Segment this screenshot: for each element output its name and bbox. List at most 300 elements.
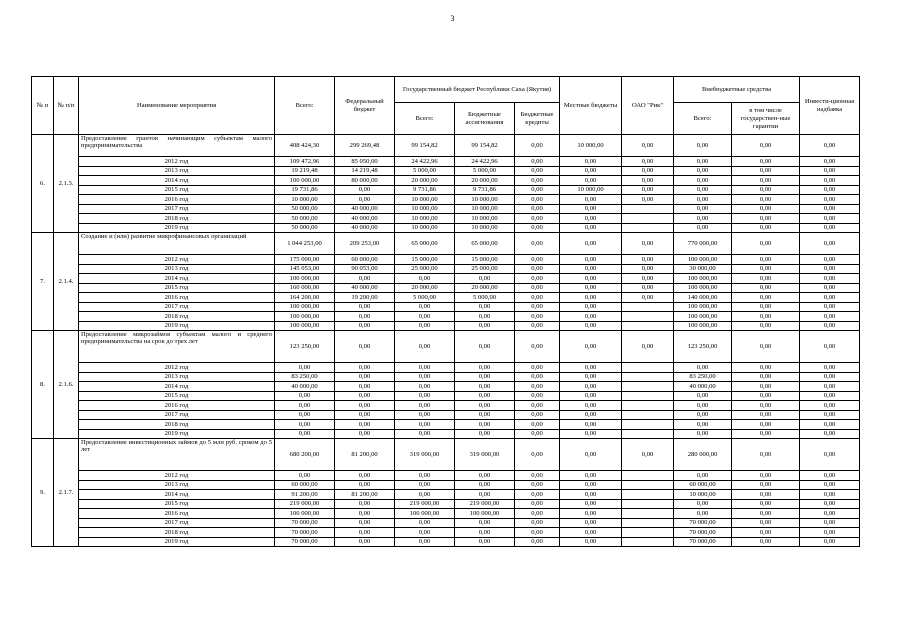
year-value: 0,00 bbox=[732, 480, 800, 490]
section-value: 0,00 bbox=[515, 439, 560, 471]
year-value: 0,00 bbox=[395, 410, 455, 420]
year-value: 0,00 bbox=[515, 302, 560, 312]
year-value: 15 000,00 bbox=[455, 255, 515, 265]
year-value: 0,00 bbox=[560, 274, 622, 284]
year-value: 100 000,00 bbox=[674, 283, 732, 293]
year-value: 40 000,00 bbox=[674, 382, 732, 392]
year-value: 0,00 bbox=[335, 312, 395, 322]
year-label: 2019 год bbox=[79, 537, 275, 547]
year-value: 0,00 bbox=[560, 429, 622, 439]
year-value: 0,00 bbox=[455, 410, 515, 420]
section-value: 0,00 bbox=[335, 331, 395, 363]
year-value: 0,00 bbox=[515, 274, 560, 284]
year-label: 2013 год bbox=[79, 166, 275, 176]
page-number: 3 bbox=[450, 14, 455, 23]
year-value: 0,00 bbox=[395, 302, 455, 312]
year-value: 19 731,86 bbox=[275, 185, 335, 195]
section-value: 0,00 bbox=[800, 233, 860, 255]
year-value: 91 200,00 bbox=[275, 490, 335, 500]
year-value: 0,00 bbox=[335, 274, 395, 284]
year-value: 0,00 bbox=[455, 382, 515, 392]
year-value: 0,00 bbox=[732, 471, 800, 481]
year-value: 0,00 bbox=[800, 321, 860, 331]
year-value: 60 000,00 bbox=[335, 255, 395, 265]
year-row bbox=[32, 528, 860, 538]
section-code: 2.1.7. bbox=[54, 439, 79, 547]
year-value: 0,00 bbox=[395, 321, 455, 331]
year-value: 100 000,00 bbox=[275, 274, 335, 284]
year-value: 0,00 bbox=[335, 372, 395, 382]
year-value: 0,00 bbox=[395, 312, 455, 322]
year-value: 0,00 bbox=[455, 321, 515, 331]
year-value: 10 000,00 bbox=[395, 223, 455, 233]
year-value: 0,00 bbox=[560, 166, 622, 176]
year-value: 0,00 bbox=[335, 420, 395, 430]
year-value: 0,00 bbox=[732, 401, 800, 411]
year-value: 175 000,00 bbox=[275, 255, 335, 265]
year-value bbox=[622, 363, 674, 373]
year-value: 0,00 bbox=[560, 509, 622, 519]
year-value: 0,00 bbox=[800, 264, 860, 274]
year-label: 2013 год bbox=[79, 372, 275, 382]
year-value: 0,00 bbox=[515, 382, 560, 392]
year-value: 0,00 bbox=[395, 429, 455, 439]
year-value: 70 000,00 bbox=[275, 528, 335, 538]
year-value: 0,00 bbox=[674, 214, 732, 224]
year-value: 0,00 bbox=[622, 157, 674, 167]
header-off-total: Всего: bbox=[674, 103, 732, 135]
year-value: 0,00 bbox=[455, 372, 515, 382]
year-value bbox=[622, 321, 674, 331]
year-value: 50 000,00 bbox=[275, 204, 335, 214]
section-value: 99 154,82 bbox=[455, 135, 515, 157]
year-value: 0,00 bbox=[560, 223, 622, 233]
year-value: 0,00 bbox=[732, 195, 800, 205]
year-value: 164 200,00 bbox=[275, 293, 335, 303]
year-value bbox=[622, 528, 674, 538]
year-row bbox=[32, 264, 860, 274]
section-value: 0,00 bbox=[732, 233, 800, 255]
year-value: 0,00 bbox=[560, 195, 622, 205]
year-value: 0,00 bbox=[800, 499, 860, 509]
year-value: 0,00 bbox=[560, 255, 622, 265]
year-value: 0,00 bbox=[275, 420, 335, 430]
year-value: 90 053,00 bbox=[335, 264, 395, 274]
section-value: 0,00 bbox=[732, 331, 800, 363]
year-value: 0,00 bbox=[455, 518, 515, 528]
year-value: 0,00 bbox=[395, 518, 455, 528]
year-value: 0,00 bbox=[335, 321, 395, 331]
year-row bbox=[32, 255, 860, 265]
section-value: 0,00 bbox=[800, 135, 860, 157]
year-label: 2015 год bbox=[79, 283, 275, 293]
year-value bbox=[622, 490, 674, 500]
year-value: 10 000,00 bbox=[560, 185, 622, 195]
header-federal: Федеральный бюджет bbox=[335, 77, 395, 135]
year-value: 0,00 bbox=[395, 363, 455, 373]
section-value: 99 154,82 bbox=[395, 135, 455, 157]
section-value: 0,00 bbox=[622, 135, 674, 157]
year-value: 0,00 bbox=[560, 490, 622, 500]
year-value: 0,00 bbox=[515, 537, 560, 547]
year-value: 0,00 bbox=[455, 490, 515, 500]
section-value: 0,00 bbox=[732, 439, 800, 471]
year-value: 0,00 bbox=[455, 274, 515, 284]
year-value: 140 000,00 bbox=[674, 293, 732, 303]
year-value: 0,00 bbox=[560, 499, 622, 509]
year-value: 15 000,00 bbox=[395, 255, 455, 265]
section-value: 0,00 bbox=[395, 331, 455, 363]
year-label: 2017 год bbox=[79, 204, 275, 214]
year-value: 0,00 bbox=[622, 176, 674, 186]
year-value: 0,00 bbox=[560, 264, 622, 274]
year-value: 0,00 bbox=[560, 176, 622, 186]
year-row bbox=[32, 410, 860, 420]
year-value: 40 000,00 bbox=[275, 382, 335, 392]
year-value: 50 000,00 bbox=[275, 223, 335, 233]
year-value: 0,00 bbox=[455, 312, 515, 322]
year-value bbox=[622, 420, 674, 430]
year-value: 0,00 bbox=[732, 410, 800, 420]
year-value: 100 000,00 bbox=[395, 509, 455, 519]
year-value bbox=[622, 429, 674, 439]
section-value: 319 000,00 bbox=[455, 439, 515, 471]
year-value: 100 000,00 bbox=[674, 274, 732, 284]
year-value: 0,00 bbox=[800, 223, 860, 233]
year-value: 0,00 bbox=[560, 518, 622, 528]
year-value: 100 000,00 bbox=[455, 509, 515, 519]
year-row bbox=[32, 321, 860, 331]
year-value: 60 000,00 bbox=[674, 480, 732, 490]
year-value: 70 000,00 bbox=[674, 528, 732, 538]
year-value: 219 000,00 bbox=[395, 499, 455, 509]
year-value: 0,00 bbox=[732, 528, 800, 538]
year-value: 70 000,00 bbox=[674, 537, 732, 547]
year-value: 10 000,00 bbox=[395, 195, 455, 205]
year-value: 0,00 bbox=[515, 223, 560, 233]
section-value: 0,00 bbox=[622, 331, 674, 363]
year-value: 0,00 bbox=[674, 471, 732, 481]
year-value bbox=[622, 480, 674, 490]
section-value: 770 000,00 bbox=[674, 233, 732, 255]
year-value: 0,00 bbox=[622, 283, 674, 293]
header-oao: ОАО "Рик" bbox=[622, 77, 674, 135]
year-value: 0,00 bbox=[515, 518, 560, 528]
year-row bbox=[32, 176, 860, 186]
year-value: 0,00 bbox=[800, 420, 860, 430]
year-value: 0,00 bbox=[395, 528, 455, 538]
header-total: Всего: bbox=[275, 77, 335, 135]
year-value: 10 000,00 bbox=[395, 204, 455, 214]
year-value: 0,00 bbox=[455, 480, 515, 490]
year-value: 0,00 bbox=[800, 157, 860, 167]
year-value bbox=[622, 204, 674, 214]
year-value: 0,00 bbox=[800, 283, 860, 293]
header-state-credit: Бюджетные кредиты bbox=[515, 103, 560, 135]
year-value: 0,00 bbox=[560, 363, 622, 373]
year-value: 0,00 bbox=[800, 528, 860, 538]
year-label: 2019 год bbox=[79, 429, 275, 439]
year-value: 0,00 bbox=[800, 410, 860, 420]
section-name: Предоставление инвестиционных займов до 5 млн руб. сроком до 5 лет bbox=[79, 439, 275, 471]
year-value: 0,00 bbox=[335, 410, 395, 420]
year-value: 0,00 bbox=[395, 372, 455, 382]
year-value: 0,00 bbox=[800, 185, 860, 195]
year-label: 2016 год bbox=[79, 401, 275, 411]
year-value: 40 000,00 bbox=[335, 204, 395, 214]
year-label: 2012 год bbox=[79, 363, 275, 373]
year-label: 2014 год bbox=[79, 274, 275, 284]
year-value: 40 000,00 bbox=[335, 283, 395, 293]
header-state-alloc: Бюджетные ассигнования bbox=[455, 103, 515, 135]
year-value: 0,00 bbox=[800, 195, 860, 205]
year-value: 19 200,00 bbox=[335, 293, 395, 303]
year-row bbox=[32, 391, 860, 401]
year-value: 20 000,00 bbox=[455, 176, 515, 186]
year-value: 20 000,00 bbox=[395, 176, 455, 186]
year-value: 81 200,00 bbox=[335, 490, 395, 500]
year-label: 2015 год bbox=[79, 391, 275, 401]
year-value: 85 050,00 bbox=[335, 157, 395, 167]
year-value: 0,00 bbox=[732, 255, 800, 265]
year-value: 0,00 bbox=[455, 401, 515, 411]
year-label: 2019 год bbox=[79, 321, 275, 331]
year-value: 0,00 bbox=[800, 429, 860, 439]
year-value: 83 250,00 bbox=[275, 372, 335, 382]
year-value: 0,00 bbox=[800, 166, 860, 176]
year-value: 0,00 bbox=[674, 166, 732, 176]
year-row bbox=[32, 490, 860, 500]
year-value: 0,00 bbox=[674, 195, 732, 205]
year-label: 2014 год bbox=[79, 176, 275, 186]
year-value bbox=[622, 471, 674, 481]
year-value: 0,00 bbox=[800, 382, 860, 392]
year-value: 0,00 bbox=[732, 293, 800, 303]
section-value: 0,00 bbox=[622, 233, 674, 255]
section-value: 10 000,00 bbox=[560, 135, 622, 157]
year-value: 0,00 bbox=[560, 157, 622, 167]
year-label: 2013 год bbox=[79, 264, 275, 274]
year-value bbox=[622, 410, 674, 420]
year-value: 5 000,00 bbox=[395, 166, 455, 176]
table-header bbox=[32, 77, 860, 135]
year-label: 2018 год bbox=[79, 528, 275, 538]
year-value: 0,00 bbox=[732, 509, 800, 519]
year-value: 0,00 bbox=[335, 518, 395, 528]
year-value: 0,00 bbox=[674, 391, 732, 401]
year-value: 0,00 bbox=[275, 363, 335, 373]
year-value: 40 000,00 bbox=[335, 223, 395, 233]
year-value: 100 000,00 bbox=[275, 312, 335, 322]
year-value: 0,00 bbox=[515, 321, 560, 331]
year-value: 0,00 bbox=[560, 293, 622, 303]
year-value: 0,00 bbox=[732, 302, 800, 312]
year-value: 25 000,00 bbox=[395, 264, 455, 274]
year-value: 80 000,00 bbox=[335, 176, 395, 186]
year-label: 2016 год bbox=[79, 293, 275, 303]
year-value: 0,00 bbox=[622, 166, 674, 176]
year-value bbox=[622, 302, 674, 312]
year-value: 0,00 bbox=[455, 429, 515, 439]
year-row bbox=[32, 429, 860, 439]
year-value: 100 000,00 bbox=[275, 176, 335, 186]
year-value: 0,00 bbox=[800, 518, 860, 528]
year-row bbox=[32, 382, 860, 392]
year-label: 2018 год bbox=[79, 312, 275, 322]
year-value: 19 219,48 bbox=[275, 166, 335, 176]
year-value: 25 000,00 bbox=[455, 264, 515, 274]
year-label: 2012 год bbox=[79, 157, 275, 167]
section-row bbox=[32, 233, 860, 255]
year-value bbox=[622, 509, 674, 519]
year-row bbox=[32, 166, 860, 176]
year-row bbox=[32, 509, 860, 519]
year-value: 0,00 bbox=[732, 537, 800, 547]
year-row bbox=[32, 185, 860, 195]
year-value: 0,00 bbox=[515, 195, 560, 205]
year-value: 0,00 bbox=[275, 471, 335, 481]
year-value bbox=[622, 372, 674, 382]
year-value: 0,00 bbox=[275, 410, 335, 420]
year-value: 0,00 bbox=[732, 391, 800, 401]
year-value: 0,00 bbox=[674, 401, 732, 411]
year-value bbox=[622, 312, 674, 322]
year-value: 0,00 bbox=[515, 264, 560, 274]
year-value: 0,00 bbox=[515, 391, 560, 401]
section-row bbox=[32, 439, 860, 471]
year-value: 0,00 bbox=[455, 471, 515, 481]
year-value: 0,00 bbox=[622, 264, 674, 274]
year-row bbox=[32, 223, 860, 233]
year-value: 0,00 bbox=[515, 204, 560, 214]
year-value: 40 000,00 bbox=[335, 214, 395, 224]
year-value: 100 000,00 bbox=[674, 321, 732, 331]
year-value: 0,00 bbox=[275, 391, 335, 401]
year-value: 0,00 bbox=[560, 204, 622, 214]
year-value: 0,00 bbox=[800, 471, 860, 481]
year-row bbox=[32, 204, 860, 214]
year-value: 0,00 bbox=[732, 429, 800, 439]
year-row bbox=[32, 401, 860, 411]
year-value: 10 000,00 bbox=[395, 214, 455, 224]
year-label: 2016 год bbox=[79, 195, 275, 205]
year-value: 0,00 bbox=[800, 509, 860, 519]
year-label: 2012 год bbox=[79, 471, 275, 481]
year-value: 100 000,00 bbox=[275, 321, 335, 331]
year-row bbox=[32, 195, 860, 205]
year-row bbox=[32, 480, 860, 490]
year-value: 0,00 bbox=[515, 528, 560, 538]
header-npp2: № п/п bbox=[54, 77, 79, 135]
section-value: 81 200,00 bbox=[335, 439, 395, 471]
year-value: 0,00 bbox=[674, 499, 732, 509]
section-value: 0,00 bbox=[515, 233, 560, 255]
year-value: 0,00 bbox=[732, 223, 800, 233]
year-value: 5 000,00 bbox=[455, 166, 515, 176]
year-value: 0,00 bbox=[515, 255, 560, 265]
year-value: 0,00 bbox=[732, 490, 800, 500]
year-value: 0,00 bbox=[515, 429, 560, 439]
year-value: 0,00 bbox=[395, 537, 455, 547]
year-value: 0,00 bbox=[732, 499, 800, 509]
year-value: 0,00 bbox=[335, 537, 395, 547]
year-value: 0,00 bbox=[674, 509, 732, 519]
year-label: 2012 год bbox=[79, 255, 275, 265]
year-row bbox=[32, 372, 860, 382]
year-value: 0,00 bbox=[395, 471, 455, 481]
year-value: 0,00 bbox=[560, 214, 622, 224]
year-value: 0,00 bbox=[335, 391, 395, 401]
year-row bbox=[32, 283, 860, 293]
year-value: 160 000,00 bbox=[275, 283, 335, 293]
year-value: 0,00 bbox=[674, 410, 732, 420]
year-value: 0,00 bbox=[732, 204, 800, 214]
year-value: 0,00 bbox=[395, 382, 455, 392]
year-value: 0,00 bbox=[732, 312, 800, 322]
year-value: 0,00 bbox=[800, 204, 860, 214]
year-value: 0,00 bbox=[515, 283, 560, 293]
year-value: 0,00 bbox=[560, 401, 622, 411]
year-value: 0,00 bbox=[800, 214, 860, 224]
year-value: 0,00 bbox=[674, 176, 732, 186]
section-value: 0,00 bbox=[515, 135, 560, 157]
year-value: 5 000,00 bbox=[395, 293, 455, 303]
year-value: 109 472,96 bbox=[275, 157, 335, 167]
section-row bbox=[32, 135, 860, 157]
year-value: 0,00 bbox=[335, 480, 395, 490]
year-value: 0,00 bbox=[800, 255, 860, 265]
section-value: 65 000,00 bbox=[395, 233, 455, 255]
header-offbudget: Внебюджетные средства bbox=[674, 77, 800, 103]
year-value: 100 000,00 bbox=[674, 255, 732, 265]
year-value: 100 000,00 bbox=[275, 302, 335, 312]
year-value: 0,00 bbox=[732, 185, 800, 195]
section-value: 0,00 bbox=[732, 135, 800, 157]
year-value: 0,00 bbox=[395, 401, 455, 411]
year-value: 0,00 bbox=[560, 420, 622, 430]
year-value: 0,00 bbox=[732, 518, 800, 528]
year-value: 70 000,00 bbox=[674, 518, 732, 528]
year-value: 0,00 bbox=[732, 214, 800, 224]
year-value: 0,00 bbox=[800, 537, 860, 547]
year-value: 0,00 bbox=[560, 528, 622, 538]
year-value: 0,00 bbox=[622, 195, 674, 205]
year-value: 0,00 bbox=[515, 293, 560, 303]
year-value: 83 250,00 bbox=[674, 372, 732, 382]
year-value: 0,00 bbox=[800, 312, 860, 322]
year-value bbox=[622, 537, 674, 547]
year-value: 0,00 bbox=[455, 391, 515, 401]
year-value: 100 000,00 bbox=[674, 312, 732, 322]
year-value: 10 000,00 bbox=[455, 195, 515, 205]
year-value: 100 000,00 bbox=[674, 302, 732, 312]
header-state-total: Всего: bbox=[395, 103, 455, 135]
section-value: 0,00 bbox=[560, 439, 622, 471]
year-value: 50 000,00 bbox=[275, 214, 335, 224]
year-value: 0,00 bbox=[455, 363, 515, 373]
year-value: 0,00 bbox=[455, 528, 515, 538]
section-value: 299 269,48 bbox=[335, 135, 395, 157]
year-value: 0,00 bbox=[732, 321, 800, 331]
year-label: 2013 год bbox=[79, 480, 275, 490]
section-value: 209 253,00 bbox=[335, 233, 395, 255]
year-row bbox=[32, 293, 860, 303]
year-label: 2015 год bbox=[79, 185, 275, 195]
year-value: 0,00 bbox=[275, 429, 335, 439]
year-row bbox=[32, 274, 860, 284]
year-value: 0,00 bbox=[515, 185, 560, 195]
year-value: 0,00 bbox=[515, 490, 560, 500]
